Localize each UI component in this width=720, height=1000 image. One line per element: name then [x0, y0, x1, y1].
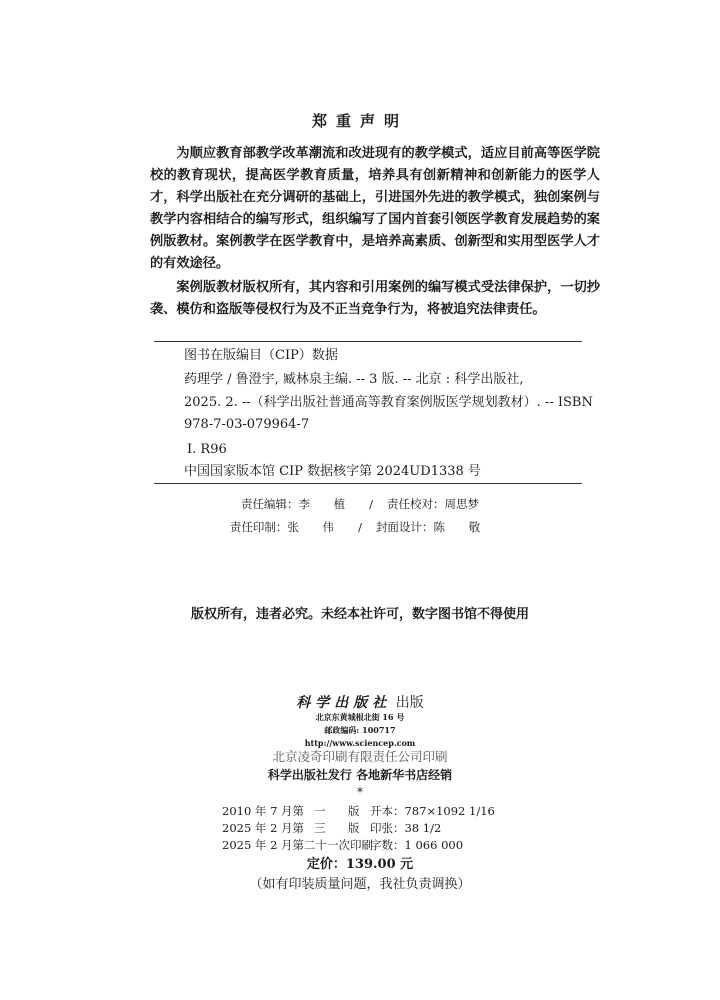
- publisher-address: 北京东黄城根北街 16 号: [315, 712, 405, 722]
- price: 定价：139.00 元: [306, 857, 414, 872]
- cip-record-line-3: 978-7-03-079964-7: [184, 417, 310, 432]
- separator: /: [369, 497, 374, 511]
- declaration-title: 郑重声明: [311, 112, 408, 130]
- word-count: 字数：1 066 000: [370, 838, 464, 852]
- edition-date: 2010 年 7 月第: [222, 804, 305, 818]
- edition-spec: 印张：38 1/2: [370, 821, 442, 835]
- separator: /: [358, 520, 362, 534]
- edition-ordinal: 三: [314, 821, 326, 835]
- publisher-website: http://www.sciencep.com: [304, 738, 416, 748]
- publisher-logo-text: 科学出版社: [296, 695, 392, 711]
- proofreader-label: 责任校对：: [387, 497, 445, 511]
- edition-type: 版: [348, 821, 360, 835]
- edition-spec: 开本：787×1092 1/16: [370, 804, 495, 818]
- publisher-suffix: 出版: [395, 695, 424, 711]
- quality-notice: （如有印装质量问题，我社负责调换）: [249, 877, 471, 892]
- print-manager-name: 张 伟: [287, 520, 345, 534]
- declaration-paragraph-1: 为顺应教育部教学改革潮流和改进现有的教学模式，适应目前高等医学院校的教育现状，提高医学教育质量，培养具有创新精神和创新能力的医学人才，科学出版社在充分调研的基础上，引进国外先进的教学模式，独创案例与教学内容相结合的编写形式，组织编写了国内首套引领医学教育发展趋势的案例版教材。案例教学在医学教育中，是培养高素质、创新型和实用型医学人才的有效途径。: [150, 146, 600, 271]
- asterisk-separator: *: [357, 785, 363, 799]
- staff-credits-row-2: [0, 519, 720, 535]
- cip-data-number: 中国国家版本馆 CIP 数据核字第 2024UD1338 号: [184, 464, 481, 479]
- cip-classification: Ⅰ. R96: [187, 442, 227, 457]
- rights-notice: 版权所有，违者必究。未经本社许可，数字图书馆不得使用: [190, 607, 529, 622]
- print-manager-label: 责任印制：: [229, 520, 288, 534]
- editor-label: 责任编辑：: [240, 497, 299, 511]
- publisher-postcode: 邮政编码: 100717: [324, 725, 396, 735]
- publisher-line: [0, 692, 720, 712]
- edition-ordinal: 一: [314, 804, 326, 818]
- declaration-paragraph-2: 案例版教材版权所有，其内容和引用案例的编写模式受法律保护，一切抄袭、模仿和盗版等侵权行为及不正当竞争行为，将被追究法律责任。: [150, 280, 600, 317]
- staff-credits-row-1: [0, 496, 720, 512]
- cover-designer-name: 陈 敬: [433, 520, 491, 534]
- edition-date: 2025 年 2 月第: [222, 821, 305, 835]
- edition-type: 版: [348, 804, 360, 818]
- printing-date: 2025 年 2 月第二十一次印刷: [222, 838, 374, 852]
- cip-top-rule: [154, 341, 582, 342]
- cip-bottom-rule: [154, 483, 582, 484]
- cip-record-line-1: 药理学 / 鲁澄宇, 臧林泉主编. -- 3 版. -- 北京 : 科学出版社,: [184, 372, 524, 387]
- cip-heading: 图书在版编目（CIP）数据: [184, 348, 338, 363]
- printer-info: 北京凌奇印刷有限责任公司印刷: [272, 749, 448, 764]
- cip-record-line-2: 2025. 2. --（科学出版社普通高等教育案例版医学规划教材）. -- ISBN: [184, 395, 593, 410]
- proofreader-name: 周思梦: [444, 497, 480, 511]
- distribution-info: 科学出版社发行 各地新华书店经销: [267, 768, 453, 782]
- cover-designer-label: 封面设计：: [375, 520, 434, 534]
- editor-name: 李 植: [298, 497, 356, 511]
